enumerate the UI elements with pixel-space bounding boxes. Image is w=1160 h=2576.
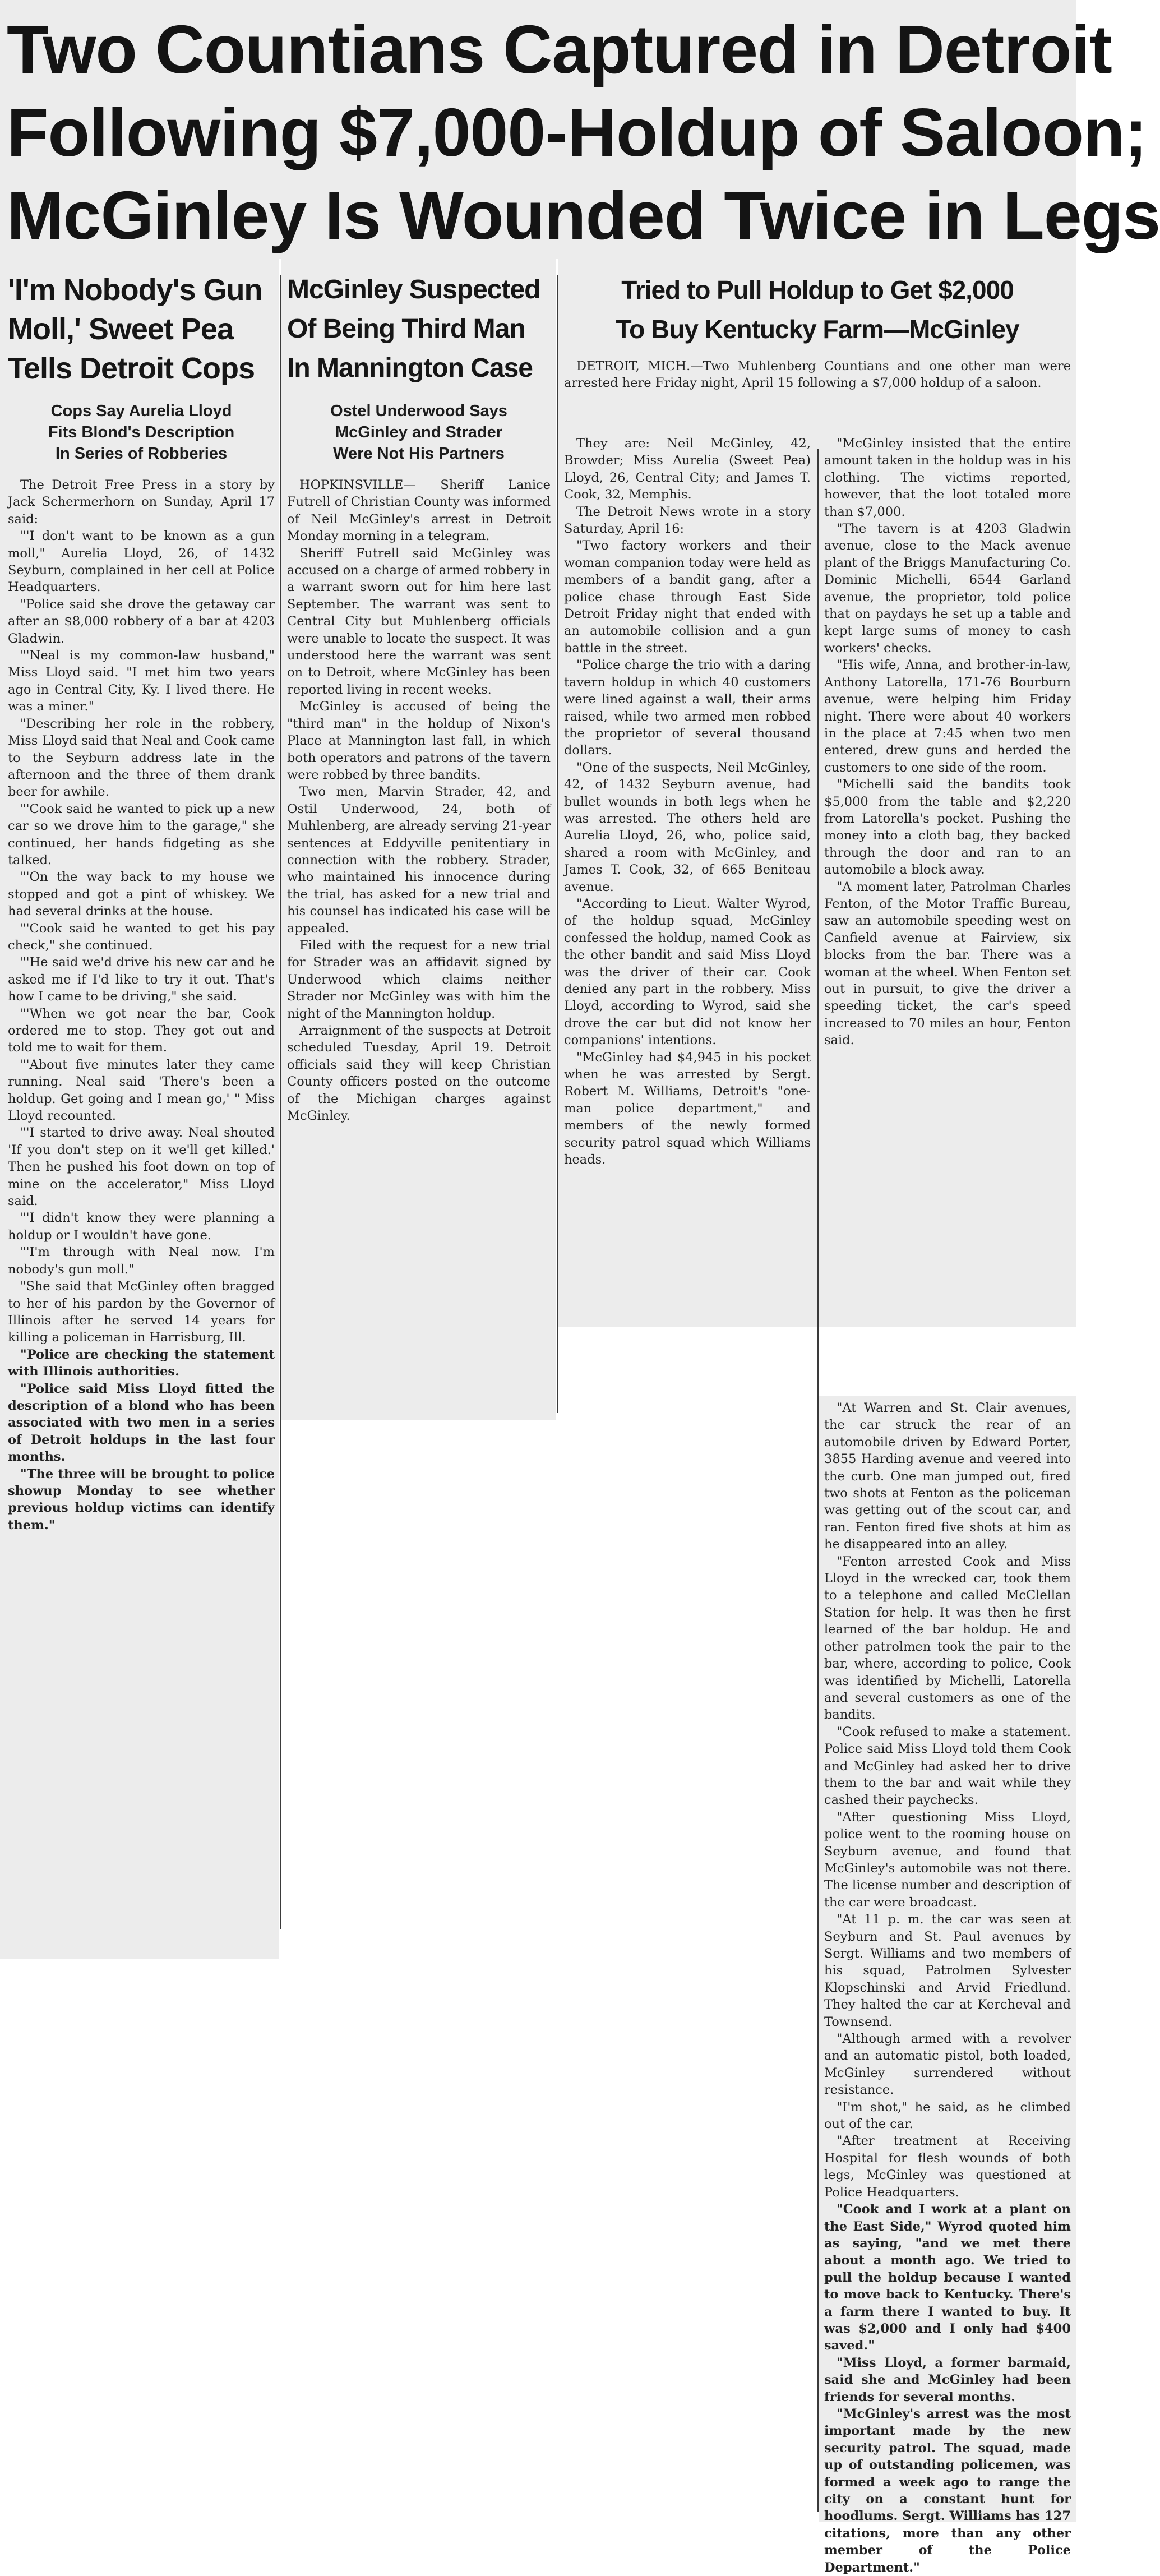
column-kentucky-farm-lead bbox=[564, 358, 1071, 392]
paragraph: "Although armed with a revolver and an automatic pistol, both loaded, McGinley surrendered without resistance. bbox=[824, 2032, 1071, 2098]
column-third-man-title bbox=[287, 270, 551, 388]
paragraph: "'He said we'd drive his new car and he asked me if I'd like to try it out. That's how I came to be driving," she said. bbox=[8, 955, 275, 1004]
paragraph: "'I didn't know they were planning a holdup or I wouldn't have gone. bbox=[8, 1211, 275, 1243]
column-gun-moll-body bbox=[8, 477, 275, 1534]
paragraph: "Fenton arrested Cook and Miss Lloyd in the wrecked car, took them to a telephone and called McClellan Station for help. It was then he first learned of the bar holdup. He and other patrolmen took the pair to the bar, where, according to police, Cook was identified by Michelli, Latorella and several customers as one of the bandits. bbox=[824, 1554, 1071, 1723]
column-gun-moll-deck-line-1: Cops Say Aurelia Lloyd bbox=[50, 402, 232, 420]
column-third-man-body bbox=[287, 477, 551, 1124]
dateline-paragraph: DETROIT, MICH.—Two Muhlenberg Countians and one other man were arrested here Friday night, April 15 following a $7,000 holdup of a saloon. bbox=[564, 359, 1071, 391]
paragraph: "'I started to drive away. Neal shouted 'If you don't step on it we'll get killed.' Then he pushed his foot down on top of mine on the accelerator," Miss Lloyd said. bbox=[8, 1125, 275, 1209]
paragraph: McGinley is accused of being the "third man" in the holdup of Nixon's Place at Mannington last fall, in which both operators and patrons of the tavern were robbed by three bandits. bbox=[287, 699, 551, 782]
headline-line-2: Following $7,000-Holdup of Saloon; bbox=[7, 94, 1147, 170]
paragraph: "Cook and I work at a plant on the East Side," Wyrod quoted him as saying, "and we met there about a month ago. We tried to pull the holdup because I wanted to move back to Kentucky. There's a farm there I wanted to buy. It was $2,000 and I only had $400 saved." bbox=[824, 2202, 1071, 2353]
paragraph: "Two factory workers and their woman companion today were held as members of a bandit gang, after a police chase through East Side Detroit Friday night that ended with an automobile collision and a gun battle in the street. bbox=[564, 538, 811, 655]
paragraph: "At Warren and St. Clair avenues, the car struck the rear of an automobile driven by Edward Porter, 3855 Harding avenue and veered into the curb. One man jumped out, fired two shots at Fenton as the policeman was getting out of the scout car, and ran. Fenton fired five shots at him as he disappeared into an alley. bbox=[824, 1401, 1071, 1552]
paragraph: "The three will be brought to police showup Monday to see whether previous holdup victims can identify them." bbox=[8, 1466, 275, 1532]
paragraph: HOPKINSVILLE— Sheriff Lanice Futrell of Christian County was informed of Neil McGinley's arrest in Detroit Monday morning in a telegram. bbox=[287, 478, 551, 544]
paragraph: "'I'm through with Neal now. I'm nobody's gun moll." bbox=[8, 1245, 275, 1277]
headline-line-3: McGinley Is Wounded Twice in Legs bbox=[7, 177, 1160, 253]
paragraph: "Police charge the trio with a daring tavern holdup in which 40 customers were lined against a wall, their arms raised, while two armed men robbed the proprietor of several thousand dollars. bbox=[564, 658, 811, 758]
column-gun-moll-deck-line-2: Fits Blond's Description bbox=[48, 423, 235, 441]
paragraph: "A moment later, Patrolman Charles Fenton, of the Motor Traffic Bureau, saw an automobile speeding west on Canfield avenue at Fairview, six blocks from the bar. There was a woman at the wheel. When Fenton set out in pursuit, to give the driver a speeding ticket, the car's speed increased to 70 miles an hour, Fenton said. bbox=[824, 879, 1071, 1048]
column-gun-moll-deck bbox=[8, 400, 275, 464]
paragraph: "McGinley had $4,945 in his pocket when he was arrested by Sergt. Robert M. Williams, Detroit's "one-man police department," and members of the newly formed security patrol squad which Williams heads. bbox=[564, 1050, 811, 1167]
column-gun-moll-title bbox=[8, 270, 275, 388]
column-kentucky-farm-title-line-1: Tried to Pull Holdup to Get $2,000 bbox=[621, 275, 1014, 304]
column-third-man-title-line-1: McGinley Suspected bbox=[287, 275, 540, 304]
paragraph: "'On the way back to my house we stopped and got a pint of whiskey. We had several drinks at the house. bbox=[8, 870, 275, 919]
column-third-man-deck-line-3: Were Not His Partners bbox=[333, 445, 505, 463]
paragraph: "At 11 p. m. the car was seen at Seyburn and St. Paul avenues by Sergt. Williams and two members of his squad, Patrolmen Sylvester Klopschinski and Arvid Friedlund. They halted the car at Kercheval and Townsend. bbox=[824, 1912, 1071, 2029]
column-kentucky-farm-title bbox=[564, 270, 1071, 349]
column-gun-moll-title-line-3: Tells Detroit Cops bbox=[8, 352, 255, 385]
paragraph: "'When we got near the bar, Cook ordered me to stop. They got out and told me to wait for them. bbox=[8, 1006, 275, 1055]
column-third-man-deck bbox=[287, 400, 551, 464]
column-third-man-title-line-3: In Mannington Case bbox=[287, 353, 533, 383]
paragraph: "'Cook said he wanted to pick up a new car so we drove him to the garage," she continued, her hands fidgeting as she talked. bbox=[8, 801, 275, 867]
column-third-man bbox=[281, 259, 556, 1420]
paragraph: "Police said she drove the getaway car after an $8,000 robbery of a bar at 4203 Gladwin. bbox=[8, 597, 275, 646]
paragraph: "'Neal is my common-law husband," Miss Lloyd said. "I met him two years ago in Central City, Ky. I lived there. He was a miner." bbox=[8, 648, 275, 714]
column-third-man-deck-line-2: McGinley and Strader bbox=[335, 423, 503, 441]
paragraph: The Detroit Free Press in a story by Jack Schermerhorn on Sunday, April 17 said: bbox=[8, 478, 275, 527]
paragraph: "Police are checking the statement with Illinois authorities. bbox=[8, 1347, 275, 1379]
column-gun-moll-title-line-2: Moll,' Sweet Pea bbox=[8, 312, 233, 346]
paragraph: "Michelli said the bandits took $5,000 from the table and $2,220 from Latorella's pocket. Pushing the money into a cloth bag, they backed through the door and ran to an automobile a block away. bbox=[824, 777, 1071, 878]
paragraph: "The tavern is at 4203 Gladwin avenue, close to the Mack avenue plant of the Briggs Manufacturing Co. Dominic Michelli, 6544 Garland avenue, the proprietor, told police that on paydays he set up a table and kept large sums of money to cash workers' checks. bbox=[824, 521, 1071, 655]
paragraph: Filed with the request for a new trial for Strader was an affidavit signed by Underwood which claims neither Strader nor McGinley was with him the night of the Mannington holdup. bbox=[287, 938, 551, 1021]
column-arrest-details-body bbox=[824, 1400, 1071, 2576]
paragraph: "After treatment at Receiving Hospital for flesh wounds of both legs, McGinley was questioned at Police Headquarters. bbox=[824, 2134, 1071, 2200]
paragraph: "Cook refused to make a statement. Police said Miss Lloyd told them Cook and McGinley had asked her to drive them to the bar and wait while they cashed their paychecks. bbox=[824, 1724, 1071, 1808]
paragraph: "Miss Lloyd, a former barmaid, said she and McGinley had been friends for several months. bbox=[824, 2355, 1071, 2404]
paragraph: "His wife, Anna, and brother-in-law, Anthony Latorella, 171-76 Bourburn avenue, were helping him Friday night. There were about 40 workers in the place at 7:45 when two men entered, drew guns and herded the customers to one side of the room. bbox=[824, 658, 1071, 775]
column-kentucky-farm-left bbox=[558, 432, 816, 1327]
paragraph: "McGinley insisted that the entire amount taken in the holdup was in his clothing. The victims reported, however, that the loot totaled more than $7,000. bbox=[824, 436, 1071, 519]
column-arrest-details bbox=[819, 1396, 1076, 2575]
paragraph: "Police said Miss Lloyd fitted the description of a blond who has been associated with two men in a series of Detroit holdups in the last four months. bbox=[8, 1381, 275, 1465]
paragraph: "I'm shot," he said, as he climbed out of the car. bbox=[824, 2099, 1071, 2132]
column-gun-moll bbox=[0, 259, 279, 1959]
paragraph: Two men, Marvin Strader, 42, and Ostil Underwood, 24, both of Muhlenberg, are already serving 21-year sentences at Eddyville penitentiary in connection with the robbery. Strader, who maintained his innocence during the trial, has asked for a new trial and his counsel has indicated his case will be appealed. bbox=[287, 784, 551, 936]
paragraph: "'I don't want to be known as a gun moll," Aurelia Lloyd, 26, of 1432 Seyburn, complained in her cell at Police Headquarters. bbox=[8, 529, 275, 595]
column-third-man-title-line-2: Of Being Third Man bbox=[287, 314, 525, 344]
paragraph: "She said that McGinley often bragged to her of his pardon by the Governor of Illinois after he served 14 years for killing a policeman in Harrisburg, Ill. bbox=[8, 1279, 275, 1345]
paragraph: "'Cook said he wanted to get his pay check," she continued. bbox=[8, 921, 275, 953]
paragraph: They are: Neil McGinley, 42, Browder; Miss Aurelia (Sweet Pea) Lloyd, 26, Central City; and James T. Cook, 32, Memphis. bbox=[564, 436, 811, 502]
paragraph: "McGinley's arrest was the most important made by the new security patrol. The squad, made up of outstanding policemen, was formed a week ago to range the city on a constant hunt for hoodlums. Sergt. Williams has 127 citations, more than any other member of the Police Department." bbox=[824, 2406, 1071, 2575]
column-third-man-deck-line-1: Ostel Underwood Says bbox=[330, 402, 507, 420]
paragraph: "After questioning Miss Lloyd, police went to the rooming house on Seyburn avenue, and found that McGinley's automobile was not there. The license number and description of the car were broadcast. bbox=[824, 1809, 1071, 1910]
paragraph: "'About five minutes later they came running. Neal said 'There's been a holdup. Get going and I mean go,' " Miss Lloyd recounted. bbox=[8, 1057, 275, 1124]
paragraph: Arraignment of the suspects at Detroit scheduled Tuesday, April 19. Detroit officials said they will keep Christian County officers posted on the outcome of the Michigan charges against McGinley. bbox=[287, 1023, 551, 1124]
column-holdup-details bbox=[819, 432, 1076, 1396]
headline-line-1: Two Countians Captured in Detroit bbox=[7, 11, 1112, 87]
paragraph: "Describing her role in the robbery, Miss Lloyd said that Neal and Cook came to the Seyburn address late in the afternoon and the three of them drank beer for awhile. bbox=[8, 716, 275, 800]
paragraph: "One of the suspects, Neil McGinley, 42, of 1432 Seyburn avenue, had bullet wounds in both legs when he was arrested. The others held are Aurelia Lloyd, 26, who, police said, shared a room with McGinley, and James T. Cook, 32, of 665 Beniteau avenue. bbox=[564, 760, 811, 894]
column-gun-moll-title-line-1: 'I'm Nobody's Gun bbox=[8, 273, 262, 307]
paragraph: Sheriff Futrell said McGinley was accused on a charge of armed robbery in a warrant sworn out for him here last September. The warrant was sent to Central City but Muhlenberg officials were unable to locate the suspect. It was understood here the warrant was sent on to Detroit, where McGinley has been reported living in recent weeks. bbox=[287, 546, 551, 697]
main-headline bbox=[0, 0, 1160, 259]
column-kentucky-farm-left-body bbox=[564, 435, 811, 1168]
column-kentucky-farm-title-line-2: To Buy Kentucky Farm—McGinley bbox=[616, 315, 1019, 344]
column-gun-moll-deck-line-3: In Series of Robberies bbox=[55, 445, 228, 463]
column-holdup-details-body bbox=[824, 435, 1071, 1049]
paragraph: The Detroit News wrote in a story Saturday, April 16: bbox=[564, 504, 811, 537]
paragraph: "According to Lieut. Walter Wyrod, of the holdup squad, McGinley confessed the holdup, named Cook as the other bandit and said Miss Lloyd was the driver of their car. Cook denied any part in the robbery. Miss Lloyd, according to Wyrod, said she drove the car but did not know her companions' intentions. bbox=[564, 896, 811, 1048]
